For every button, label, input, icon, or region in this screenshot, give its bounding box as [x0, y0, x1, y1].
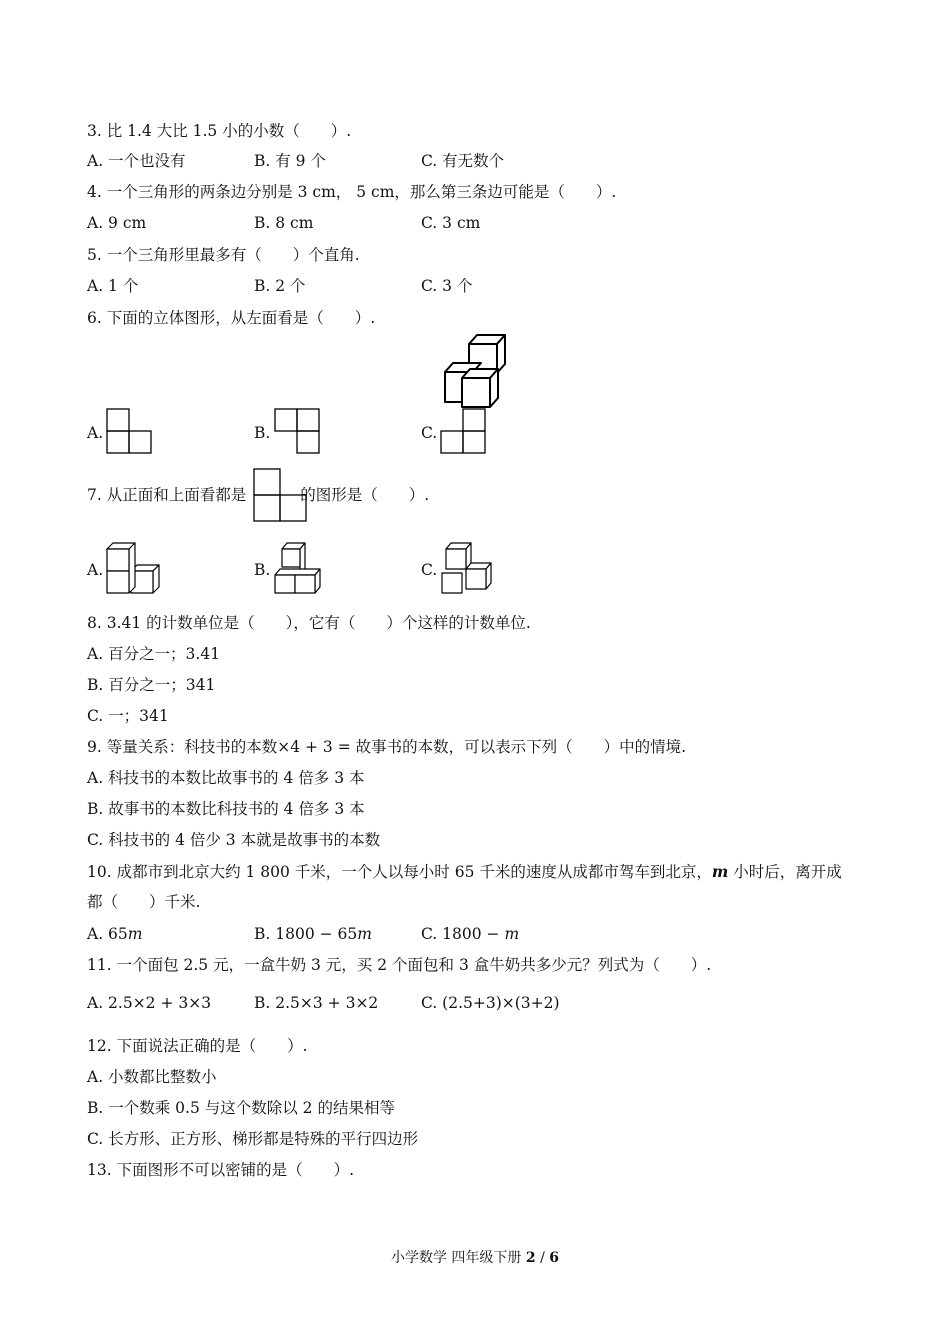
- question-9-option-c: C. 科技书的 4 倍少 3 本就是故事书的本数: [87, 831, 381, 849]
- question-7-option-b: B.: [254, 561, 271, 579]
- question-3-option-a: A. 一个也没有: [87, 152, 186, 170]
- q10-a-var: m: [127, 925, 143, 943]
- question-8-stem: 8. 3.41 的计数单位是（ ），它有（ ）个这样的计数单位.: [87, 614, 531, 632]
- question-5-option-b: B. 2 个: [254, 277, 306, 295]
- option-c-left-view: [440, 408, 488, 456]
- question-9-stem: 9. 等量关系：科技书的本数×4 + 3 = 故事书的本数，可以表示下列（ ）中的情境.: [87, 738, 687, 756]
- question-10-option-b: [254, 924, 372, 944]
- question-12-stem: 12. 下面说法正确的是（ ）.: [87, 1037, 308, 1055]
- q10-b-var: m: [357, 925, 372, 943]
- q11-c-expr: (2.5+3)×(3+2): [442, 994, 560, 1012]
- question-5-stem: 5. 一个三角形里最多有（ ）个直角.: [87, 246, 360, 264]
- question-4-option-b: B. 8 cm: [254, 214, 314, 232]
- question-6-option-a: A.: [87, 424, 104, 442]
- question-10-stem-line1: [87, 862, 842, 882]
- q11-c-label: C.: [421, 994, 443, 1012]
- question-5-option-c: C. 3 个: [421, 277, 473, 295]
- option-b-left-view: [274, 408, 322, 456]
- q10-b-text: B. 1800 − 65: [254, 925, 358, 943]
- question-11-stem: 11. 一个面包 2.5 元，一盒牛奶 3 元，买 2 个面包和 3 盒牛奶共多少元？列式为（ ）.: [87, 956, 712, 974]
- q10-var-m: m: [711, 862, 729, 881]
- question-7-stem-pre: 7. 从正面和上面看都是: [87, 486, 247, 504]
- question-3-stem: 3. 比 1.4 大比 1.5 小的小数（ ）.: [87, 122, 352, 140]
- option-c-cubes: [440, 541, 494, 597]
- question-8-option-a: A. 百分之一；3.41: [87, 645, 221, 663]
- question-12-option-a: A. 小数都比整数小: [87, 1068, 217, 1086]
- question-4-stem: 4. 一个三角形的两条边分别是 3 cm， 5 cm，那么第三条边可能是（ ）.: [87, 183, 617, 201]
- question-11-option-c: [421, 993, 560, 1013]
- question-12-option-b: B. 一个数乘 0.5 与这个数除以 2 的结果相等: [87, 1099, 395, 1117]
- footer-total: 6: [549, 1250, 560, 1266]
- question-7-view-shape: [253, 468, 309, 524]
- question-7-option-a: A.: [87, 561, 104, 579]
- question-3-option-b: B. 有 9 个: [254, 152, 326, 170]
- question-3-option-c: C. 有无数个: [421, 152, 505, 170]
- footer-sep: /: [535, 1250, 550, 1266]
- page-footer: [0, 1247, 950, 1267]
- solid-figure-cubes: [440, 332, 510, 410]
- question-9-option-a: A. 科技书的本数比故事书的 4 倍多 3 本: [87, 769, 365, 787]
- question-10-stem-line2: 都（ ）千米.: [87, 893, 201, 911]
- q10-a-text: A. 65: [87, 925, 128, 943]
- question-6-stem: 6. 下面的立体图形，从左面看是（ ）.: [87, 309, 376, 327]
- question-7-stem-post: 的图形是（ ）.: [300, 486, 430, 504]
- question-11-option-b: B. 2.5×3 + 3×2: [254, 994, 379, 1012]
- option-b-cubes: [273, 541, 325, 597]
- question-6-option-b: B.: [254, 424, 271, 442]
- question-7-option-c: C.: [421, 561, 438, 579]
- question-8-option-c: C. 一；341: [87, 707, 169, 725]
- question-4-option-c: C. 3 cm: [421, 214, 481, 232]
- question-9-option-b: B. 故事书的本数比科技书的 4 倍多 3 本: [87, 800, 365, 818]
- question-10-option-a: [87, 924, 142, 944]
- option-a-left-view: [106, 408, 154, 456]
- q10-c-text: C. 1800 −: [421, 925, 505, 943]
- question-8-option-b: B. 百分之一；341: [87, 676, 216, 694]
- question-6-option-c: C.: [421, 424, 438, 442]
- question-4-option-a: A. 9 cm: [87, 214, 147, 232]
- question-11-option-a: A. 2.5×2 + 3×3: [87, 994, 212, 1012]
- question-13-stem: 13. 下面图形不可以密铺的是（ ）.: [87, 1161, 355, 1179]
- question-10-option-c: [421, 924, 519, 944]
- question-12-option-c: C. 长方形、正方形、梯形都是特殊的平行四边形: [87, 1130, 419, 1148]
- footer-subject: 小学数学 四年级下册: [390, 1250, 526, 1266]
- option-a-cubes: [104, 541, 162, 597]
- question-5-option-a: A. 1 个: [87, 277, 139, 295]
- q10-stem-post: 小时后，离开成: [728, 863, 842, 881]
- footer-page: 2: [525, 1250, 536, 1266]
- q10-stem-pre: 10. 成都市到北京大约 1 800 千米，一个人以每小时 65 千米的速度从成都市驾车到北京，: [87, 863, 712, 881]
- q10-c-var: m: [504, 925, 520, 943]
